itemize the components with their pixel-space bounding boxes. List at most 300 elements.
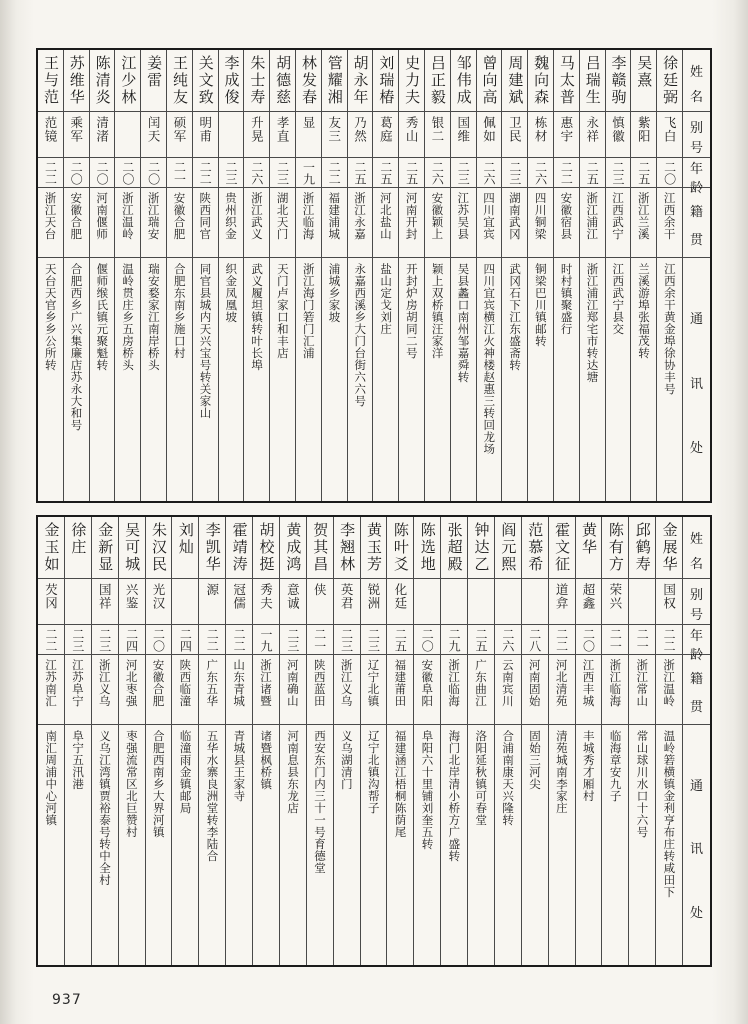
person-column xyxy=(114,50,140,501)
person-name: 阎元熙 xyxy=(495,517,521,579)
person-native-place: 浙江天台 xyxy=(38,188,63,258)
person-alias xyxy=(65,579,91,625)
person-column xyxy=(360,517,387,965)
person-column xyxy=(372,50,398,501)
header-name xyxy=(683,50,710,112)
person-address: 开封炉房胡同二号 xyxy=(404,263,419,359)
person-native-place: 浙江瑞安 xyxy=(141,188,166,258)
person-column xyxy=(467,517,494,965)
directory-table-bottom xyxy=(36,515,712,967)
person-name: 陈有方 xyxy=(602,517,628,579)
person-address: 温岭贯庄乡五房桥头 xyxy=(121,263,136,371)
person-alias xyxy=(441,579,467,625)
person-age: 二三 xyxy=(270,158,295,188)
person-alias: 国维 xyxy=(451,112,476,158)
person-age: 二四 xyxy=(172,625,198,655)
person-address: 枣强流常区北巨赞村 xyxy=(124,730,139,838)
person-age: 二五 xyxy=(399,158,424,188)
person-age: 二〇 xyxy=(64,158,89,188)
person-name: 江少林 xyxy=(115,50,140,112)
person-alias: 惠宇 xyxy=(554,112,579,158)
person-name: 刘瑞椿 xyxy=(373,50,398,112)
person-alias xyxy=(115,112,140,158)
person-name: 黄玉芳 xyxy=(361,517,387,579)
person-name: 邱鹤寿 xyxy=(629,517,655,579)
person-native-place: 安徽合肥 xyxy=(146,655,172,725)
header-name-label: 姓 名 xyxy=(689,532,703,572)
person-age: 二二 xyxy=(199,625,225,655)
person-native-place: 辽宁北镇 xyxy=(361,655,387,725)
person-name: 刘灿 xyxy=(172,517,198,579)
person-alias: 锐洲 xyxy=(361,579,387,625)
person-native-place: 浙江兰溪 xyxy=(631,188,656,258)
person-age: 二二 xyxy=(656,625,682,655)
person-address: 浦城乡家坡 xyxy=(327,263,342,323)
person-address: 阜宁五汛港 xyxy=(71,730,86,790)
person-name: 魏向森 xyxy=(528,50,553,112)
person-column xyxy=(38,517,64,965)
person-alias: 升晃 xyxy=(244,112,269,158)
person-native-place: 安徽合肥 xyxy=(167,188,192,258)
person-address: 颖上双桥镇汪家洋 xyxy=(430,263,445,359)
person-address: 诸暨枫桥镇 xyxy=(259,730,274,790)
person-native-place: 河北清苑 xyxy=(549,655,575,725)
person-address: 阜阳六十里铺刘奎五转 xyxy=(420,730,435,850)
person-address: 永嘉西溪乡大门台街六六号 xyxy=(353,263,368,407)
person-age: 二二 xyxy=(554,158,579,188)
person-alias: 显 xyxy=(296,112,321,158)
person-column xyxy=(89,50,115,501)
person-column xyxy=(38,50,63,501)
person-age: 二三 xyxy=(280,625,306,655)
person-alias: 芡冈 xyxy=(38,579,64,625)
person-column xyxy=(386,517,413,965)
person-column xyxy=(494,517,521,965)
person-age: 二〇 xyxy=(146,625,172,655)
person-address: 临海章安九子 xyxy=(608,730,623,802)
directory-table-top xyxy=(36,48,712,503)
person-native-place: 安徽阜阳 xyxy=(414,655,440,725)
person-column xyxy=(218,50,244,501)
person-address: 偃师缑氏镇元聚魁转 xyxy=(95,263,110,371)
person-alias xyxy=(468,579,494,625)
person-age: 二六 xyxy=(244,158,269,188)
person-age: 二八 xyxy=(522,625,548,655)
person-native-place: 江西丰城 xyxy=(576,655,602,725)
person-native-place: 陕西蓝田 xyxy=(307,655,333,725)
person-native-place: 浙江武义 xyxy=(244,188,269,258)
person-column xyxy=(198,517,225,965)
directory-table-bottom-columns xyxy=(38,517,710,965)
person-column xyxy=(243,50,269,501)
person-age: 一九 xyxy=(253,625,279,655)
person-native-place: 福建莆田 xyxy=(387,655,413,725)
person-age: 二二 xyxy=(322,158,347,188)
header-alias-label: 别 号 xyxy=(689,588,703,623)
person-name: 霍文征 xyxy=(549,517,575,579)
person-address: 武冈石下江东盛斋转 xyxy=(508,263,523,371)
person-name: 贺其昌 xyxy=(307,517,333,579)
person-column xyxy=(306,517,333,965)
person-age: 二二 xyxy=(549,625,575,655)
person-name: 徐庄 xyxy=(65,517,91,579)
person-alias: 永祥 xyxy=(580,112,605,158)
person-native-place: 福建浦城 xyxy=(322,188,347,258)
person-address: 时村镇聚盛行 xyxy=(559,263,574,335)
person-column xyxy=(553,50,579,501)
person-column xyxy=(501,50,527,501)
person-native-place: 河北枣强 xyxy=(119,655,145,725)
person-native-place: 江苏吴县 xyxy=(451,188,476,258)
person-age: 二〇 xyxy=(115,158,140,188)
person-alias xyxy=(522,579,548,625)
header-name-label: 姓 名 xyxy=(689,65,703,105)
person-alias: 卫民 xyxy=(502,112,527,158)
person-alias: 乘军 xyxy=(64,112,89,158)
person-native-place: 安徽宿县 xyxy=(554,188,579,258)
person-alias: 荣兴 xyxy=(602,579,628,625)
person-native-place: 陕西临潼 xyxy=(172,655,198,725)
person-name: 吴熹 xyxy=(631,50,656,112)
person-age: 二六 xyxy=(495,625,521,655)
directory-table-top-columns xyxy=(38,50,710,501)
person-native-place: 贵州织金 xyxy=(219,188,244,258)
person-address: 兰溪游埠张福茂转 xyxy=(637,263,652,359)
person-native-place: 浙江义乌 xyxy=(334,655,360,725)
person-name: 范慕希 xyxy=(522,517,548,579)
person-column xyxy=(413,517,440,965)
person-name: 黄华 xyxy=(576,517,602,579)
person-name: 王纯友 xyxy=(167,50,192,112)
person-column xyxy=(192,50,218,501)
header-age-label: 年 龄 xyxy=(689,162,703,196)
person-name: 吕正毅 xyxy=(425,50,450,112)
person-address: 四川宜宾横江火神楼赵惠三转回龙场 xyxy=(482,263,497,455)
person-column xyxy=(118,517,145,965)
person-name: 曾向高 xyxy=(477,50,502,112)
header-alias xyxy=(683,579,710,625)
person-alias: 国权 xyxy=(656,579,682,625)
person-column xyxy=(548,517,575,965)
person-native-place: 浙江临海 xyxy=(602,655,628,725)
person-age: 二六 xyxy=(528,158,553,188)
person-alias: 银二 xyxy=(425,112,450,158)
person-column xyxy=(295,50,321,501)
person-age: 二五 xyxy=(468,625,494,655)
person-native-place: 河南开封 xyxy=(399,188,424,258)
header-age xyxy=(683,625,710,663)
person-column xyxy=(64,517,91,965)
person-column xyxy=(630,50,656,501)
person-alias: 葛庭 xyxy=(373,112,398,158)
person-alias: 友三 xyxy=(322,112,347,158)
person-native-place: 云南宾川 xyxy=(495,655,521,725)
header-native-label: 籍 贯 xyxy=(689,672,703,715)
person-address: 浙江浦江郑宅市转达塘 xyxy=(585,263,600,383)
person-address: 丰城秀才厢村 xyxy=(581,730,596,802)
person-alias xyxy=(414,579,440,625)
person-alias: 紫阳 xyxy=(631,112,656,158)
person-address: 义乌江湾镇贾裕泰号转中全村 xyxy=(97,730,112,886)
person-native-place: 江苏阜宁 xyxy=(65,655,91,725)
person-address: 临潼雨金镇邮局 xyxy=(178,730,193,814)
person-address: 吴县蠡口南州邹嘉舜转 xyxy=(456,263,471,383)
person-name: 钟达乙 xyxy=(468,517,494,579)
person-name: 吴可城 xyxy=(119,517,145,579)
person-age: 二五 xyxy=(373,158,398,188)
person-name: 张超殿 xyxy=(441,517,467,579)
person-native-place: 浙江临海 xyxy=(441,655,467,725)
person-name: 林发春 xyxy=(296,50,321,112)
header-alias xyxy=(683,112,710,158)
person-native-place: 浙江临海 xyxy=(296,188,321,258)
header-address xyxy=(683,725,710,965)
person-name: 胡永年 xyxy=(348,50,373,112)
header-address-label: 通 讯 处 xyxy=(689,778,703,921)
person-native-place: 浙江永嘉 xyxy=(348,188,373,258)
person-column xyxy=(476,50,502,501)
person-age: 二一 xyxy=(167,158,192,188)
header-name xyxy=(683,517,710,579)
person-native-place: 四川宜宾 xyxy=(477,188,502,258)
person-native-place: 浙江温岭 xyxy=(115,188,140,258)
person-age: 二〇 xyxy=(90,158,115,188)
person-address: 织金凤凰坡 xyxy=(224,263,239,323)
person-alias xyxy=(629,579,655,625)
person-alias: 飞白 xyxy=(657,112,682,158)
header-address xyxy=(683,258,710,501)
person-name: 朱汉民 xyxy=(146,517,172,579)
person-name: 金玉如 xyxy=(38,517,64,579)
person-age: 二三 xyxy=(334,625,360,655)
person-alias: 兴鉴 xyxy=(119,579,145,625)
person-alias: 英君 xyxy=(334,579,360,625)
person-column xyxy=(91,517,118,965)
person-alias: 栋材 xyxy=(528,112,553,158)
person-alias: 孝直 xyxy=(270,112,295,158)
person-address: 盐山定戈刘庄 xyxy=(379,263,394,335)
person-alias: 冠儒 xyxy=(226,579,252,625)
person-column xyxy=(527,50,553,501)
person-alias: 佩如 xyxy=(477,112,502,158)
header-alias-label: 别 号 xyxy=(689,121,703,156)
person-native-place: 广东五华 xyxy=(199,655,225,725)
person-age: 二五 xyxy=(580,158,605,188)
person-name: 黄成鸿 xyxy=(280,517,306,579)
person-address: 同官县城内天兴宝号转关家山 xyxy=(198,263,213,419)
person-column xyxy=(252,517,279,965)
person-age: 二二 xyxy=(193,158,218,188)
person-age: 二二 xyxy=(38,158,63,188)
person-age: 二五 xyxy=(348,158,373,188)
person-column xyxy=(225,517,252,965)
person-alias: 道弇 xyxy=(549,579,575,625)
person-address: 海门北岸清小桥方广盛转 xyxy=(447,730,462,862)
person-column xyxy=(655,517,682,965)
person-address: 温岭箬横镇金利亨布庄转咸田下 xyxy=(662,730,677,898)
person-column xyxy=(440,517,467,965)
person-alias: 清渚 xyxy=(90,112,115,158)
person-native-place: 河南偃师 xyxy=(90,188,115,258)
person-column xyxy=(333,517,360,965)
person-age: 二四 xyxy=(119,625,145,655)
person-native-place: 安徽颖上 xyxy=(425,188,450,258)
person-alias: 乃然 xyxy=(348,112,373,158)
header-address-label: 通 讯 处 xyxy=(689,312,703,456)
person-age: 二三 xyxy=(606,158,631,188)
person-age: 二〇 xyxy=(576,625,602,655)
person-address: 天台天官乡乡公所转 xyxy=(43,263,58,371)
person-name: 陈叶爻 xyxy=(387,517,413,579)
person-address: 五华水寨良洲堂转李陆合 xyxy=(205,730,220,862)
person-column xyxy=(521,517,548,965)
person-age: 二二 xyxy=(38,625,64,655)
person-address: 义乌湖清门 xyxy=(339,730,354,790)
person-name: 王与范 xyxy=(38,50,63,112)
person-alias: 闰天 xyxy=(141,112,166,158)
person-name: 吕瑞生 xyxy=(580,50,605,112)
person-native-place: 江西武宁 xyxy=(606,188,631,258)
person-native-place: 河北盐山 xyxy=(373,188,398,258)
person-name: 霍靖涛 xyxy=(226,517,252,579)
person-alias: 秀夫 xyxy=(253,579,279,625)
person-column xyxy=(63,50,89,501)
person-address: 固始三河尖 xyxy=(527,730,542,790)
person-name: 史力夫 xyxy=(399,50,424,112)
person-native-place: 山东青城 xyxy=(226,655,252,725)
header-native xyxy=(683,188,710,258)
person-name: 朱士寿 xyxy=(244,50,269,112)
person-address: 江西武宁县交 xyxy=(611,263,626,335)
header-column xyxy=(682,517,710,965)
person-native-place: 浙江诸暨 xyxy=(253,655,279,725)
person-address: 合肥东南乡施口村 xyxy=(172,263,187,359)
person-address: 洛阳延秋镇可春堂 xyxy=(474,730,489,826)
page-number: 937 xyxy=(52,992,82,1008)
person-age: 二三 xyxy=(65,625,91,655)
person-age: 二一 xyxy=(307,625,333,655)
person-address: 合肥西南乡大界河镇 xyxy=(151,730,166,838)
person-name: 姜雷 xyxy=(141,50,166,112)
person-address: 青城县王家寺 xyxy=(232,730,247,802)
person-address: 武义履坦镇转叶长埠 xyxy=(250,263,265,371)
header-age xyxy=(683,158,710,196)
person-column xyxy=(656,50,682,501)
person-address: 江西余干黄金埠徐协丰号 xyxy=(662,263,677,395)
person-name: 关文致 xyxy=(193,50,218,112)
person-name: 胡德慈 xyxy=(270,50,295,112)
person-address: 瑞安婺家江南岸桥头 xyxy=(146,263,161,371)
person-name: 管耀湘 xyxy=(322,50,347,112)
header-column xyxy=(682,50,710,501)
person-native-place: 四川铜梁 xyxy=(528,188,553,258)
person-age: 二〇 xyxy=(657,158,682,188)
person-alias: 明甫 xyxy=(193,112,218,158)
person-address: 福建涵江梧桐陈荫尾 xyxy=(393,730,408,838)
person-native-place: 安徽合肥 xyxy=(64,188,89,258)
person-address: 南汇周浦中心河镇 xyxy=(44,730,59,826)
person-native-place: 广东曲江 xyxy=(468,655,494,725)
person-alias: 硕军 xyxy=(167,112,192,158)
person-native-place: 陕西同官 xyxy=(193,188,218,258)
person-column xyxy=(601,517,628,965)
header-native xyxy=(683,655,710,725)
person-name: 李赣驹 xyxy=(606,50,631,112)
person-alias: 秀山 xyxy=(399,112,424,158)
person-name: 徐廷弼 xyxy=(657,50,682,112)
person-age: 二五 xyxy=(387,625,413,655)
person-alias: 国祥 xyxy=(92,579,118,625)
person-name: 胡校挺 xyxy=(253,517,279,579)
person-column xyxy=(450,50,476,501)
person-alias: 超鑫 xyxy=(576,579,602,625)
person-alias: 光汉 xyxy=(146,579,172,625)
person-alias: 范镜 xyxy=(38,112,63,158)
person-native-place: 江西余干 xyxy=(657,188,682,258)
person-age: 二六 xyxy=(425,158,450,188)
person-address: 辽宁北镇沟帮子 xyxy=(366,730,381,814)
person-column xyxy=(424,50,450,501)
person-address: 西安东门内三十一号育德堂 xyxy=(312,730,327,874)
person-name: 马太普 xyxy=(554,50,579,112)
person-age: 二三 xyxy=(92,625,118,655)
person-column xyxy=(140,50,166,501)
person-column xyxy=(321,50,347,501)
person-name: 李成俊 xyxy=(219,50,244,112)
person-column xyxy=(145,517,172,965)
person-name: 邹伟成 xyxy=(451,50,476,112)
person-alias xyxy=(495,579,521,625)
person-alias xyxy=(172,579,198,625)
person-native-place: 浙江常山 xyxy=(629,655,655,725)
person-native-place: 湖南武冈 xyxy=(502,188,527,258)
person-address: 浙江海门箬门汇浦 xyxy=(301,263,316,359)
person-column xyxy=(575,517,602,965)
person-native-place: 江苏南汇 xyxy=(38,655,64,725)
person-alias: 侠 xyxy=(307,579,333,625)
header-age-label: 年 龄 xyxy=(689,629,703,663)
person-column xyxy=(628,517,655,965)
person-age: 二一 xyxy=(602,625,628,655)
person-native-place: 浙江温岭 xyxy=(656,655,682,725)
person-alias: 意诚 xyxy=(280,579,306,625)
person-age: 一九 xyxy=(296,158,321,188)
person-age: 二五 xyxy=(631,158,656,188)
person-alias xyxy=(219,112,244,158)
person-address: 河南息县东龙店 xyxy=(286,730,301,814)
person-age: 二二 xyxy=(226,625,252,655)
person-name: 金展华 xyxy=(656,517,682,579)
person-name: 周建斌 xyxy=(502,50,527,112)
person-address: 合肥西乡广兴集廉店苏永大和号 xyxy=(69,263,84,431)
person-age: 二三 xyxy=(451,158,476,188)
person-age: 二九 xyxy=(441,625,467,655)
person-column xyxy=(605,50,631,501)
person-name: 苏维华 xyxy=(64,50,89,112)
person-address: 天门卢家口和丰店 xyxy=(275,263,290,359)
person-native-place: 浙江义乌 xyxy=(92,655,118,725)
person-age: 二〇 xyxy=(414,625,440,655)
person-column xyxy=(579,50,605,501)
person-native-place: 河南固始 xyxy=(522,655,548,725)
person-address: 常山球川水口十六号 xyxy=(635,730,650,838)
person-name: 陈选地 xyxy=(414,517,440,579)
person-name: 金新显 xyxy=(92,517,118,579)
person-name: 陈清炎 xyxy=(90,50,115,112)
person-column xyxy=(279,517,306,965)
person-age: 二六 xyxy=(477,158,502,188)
person-column xyxy=(171,517,198,965)
